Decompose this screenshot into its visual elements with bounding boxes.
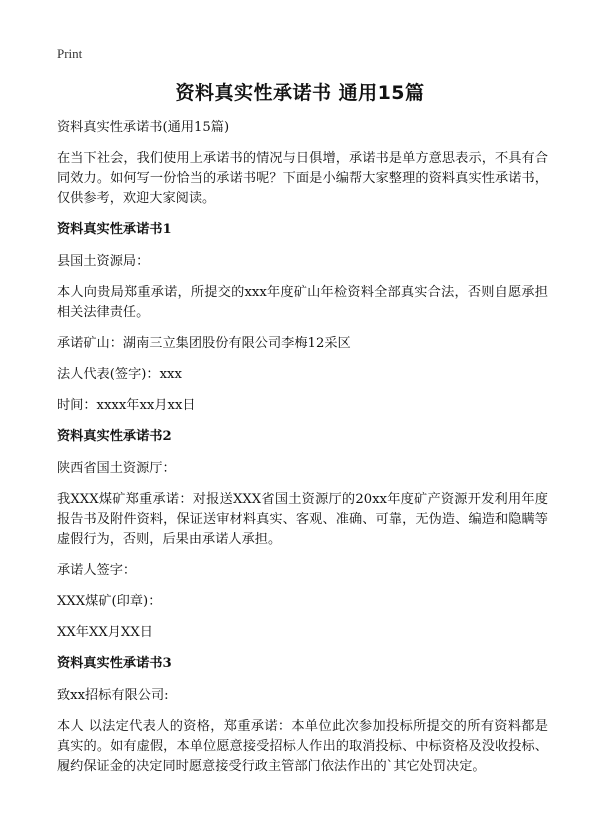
section-heading: 资料真实性承诺书1 [57,222,172,237]
paragraph: 承诺人签字： [57,563,137,578]
paragraph: 本人向贵局郑重承诺，所提交的xxx年度矿山年检资料全部真实合法，否则自愿承担相关法律责任。 [57,285,548,320]
paragraph: 我XXX煤矿郑重承诺：对报送XXX省国土资源厅的20xx年度矿产资源开发利用年度报告书及附件资料，保证送审材料真实、客观、准确、可靠，无伪造、编造和隐瞒等虚假行为，否则，后果由承诺人承担。 [57,492,548,547]
paragraph: 本人 以法定代表人的资格，郑重承诺：本单位此次参加投标所提交的所有资料都是真实的。如有虚假，本单位愿意接受招标人作出的取消投标、中标资格及没收投标、履约保证金的决定同时愿意接受行政主管部门依法作出的`其它处罚决定。 [57,719,548,774]
section-heading: 资料真实性承诺书2 [57,429,172,444]
paragraph: 县国土资源局： [57,254,150,269]
paragraph: 时间：xxxx年xx月xx日 [57,398,196,413]
paragraph: XX年XX月XX日 [57,625,153,640]
paragraph: 在当下社会，我们使用上承诺书的情况与日俱增，承诺书是单方意思表示，不具有合同效力。如何写一份恰当的承诺书呢？下面是小编帮大家整理的资料真实性承诺书，仅供参考，欢迎大家阅读。 [57,151,548,206]
print-link[interactable]: Print [57,46,83,61]
paragraph: 陕西省国土资源厅： [57,461,176,476]
paragraph: 资料真实性承诺书(通用15篇) [57,120,230,135]
paragraph: 法人代表(签字)：xxx [57,367,182,382]
document-body [57,118,548,788]
page-title: 资料真实性承诺书 通用15篇 [175,82,425,104]
paragraph: XXX煤矿(印章)： [57,594,162,609]
paragraph: 承诺矿山：湖南三立集团股份有限公司李梅12采区 [57,336,351,351]
section-heading: 资料真实性承诺书3 [57,656,172,671]
paragraph: 致xx招标有限公司: [57,688,169,703]
